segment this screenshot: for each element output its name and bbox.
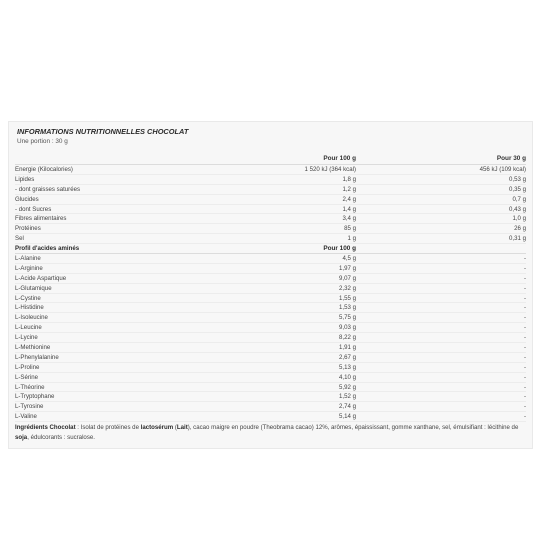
row-per-30g: - xyxy=(523,363,526,371)
row-label: L-Alanine xyxy=(15,255,41,263)
row-label: L-Arginine xyxy=(15,264,43,272)
row-per-100g: 85 g xyxy=(344,225,356,233)
nutrition-row xyxy=(15,175,526,185)
amino-row xyxy=(15,313,526,323)
nutrition-row xyxy=(15,195,526,205)
row-per-100g: 3,4 g xyxy=(342,215,356,223)
ingredients-text xyxy=(15,423,526,442)
row-per-30g: - xyxy=(523,393,526,401)
row-label: Lipides xyxy=(15,175,35,183)
row-label: Protéines xyxy=(15,225,41,233)
row-per-30g: - xyxy=(523,413,526,421)
row-per-100g: 9,07 g xyxy=(339,274,356,282)
row-per-100g: 5,13 g xyxy=(339,363,356,371)
row-per-100g: 1,4 g xyxy=(342,205,356,213)
row-label: L-Isoleucine xyxy=(15,314,48,322)
nutrition-row xyxy=(15,205,526,215)
row-per-100g: 4,5 g xyxy=(342,255,356,263)
row-label: L-Sérine xyxy=(15,373,39,381)
row-per-100g: 9,03 g xyxy=(339,324,356,332)
row-per-100g: 2,74 g xyxy=(339,403,356,411)
row-per-100g: 4,10 g xyxy=(339,373,356,381)
row-per-100g: 1,55 g xyxy=(339,294,356,302)
row-label: - dont graisses saturées xyxy=(15,185,81,193)
amino-row xyxy=(15,303,526,313)
row-per-100g: 8,22 g xyxy=(339,334,356,342)
amino-row xyxy=(15,254,526,264)
amino-row xyxy=(15,412,526,422)
row-per-30g: - xyxy=(523,334,526,342)
row-label: L-Leucine xyxy=(15,324,42,332)
row-label: L-Théorine xyxy=(15,383,45,391)
amino-rows xyxy=(15,254,526,422)
ingredient-allergen: lactosérum xyxy=(140,424,174,432)
amino-row xyxy=(15,392,526,402)
amino-row xyxy=(15,373,526,383)
row-per-100g: 2,32 g xyxy=(339,284,356,292)
amino-row xyxy=(15,294,526,304)
row-label: L-Valine xyxy=(15,413,37,421)
row-per-30g: 0,7 g xyxy=(512,195,526,203)
row-per-30g: - xyxy=(523,264,526,272)
amino-row xyxy=(15,274,526,284)
header-per-100g: Pour 100 g xyxy=(323,154,356,162)
row-per-100g: 5,92 g xyxy=(339,383,356,391)
row-per-30g: 1,0 g xyxy=(512,215,526,223)
amino-header-label: Profil d'acides aminés xyxy=(15,245,80,253)
row-label: L-Cystine xyxy=(15,294,41,302)
row-per-100g: 2,4 g xyxy=(342,195,356,203)
row-per-30g: - xyxy=(523,324,526,332)
panel-title: INFORMATIONS NUTRITIONNELLES CHOCOLAT xyxy=(17,127,189,136)
ingredient-allergen: Lait xyxy=(176,424,188,432)
row-per-30g: - xyxy=(523,294,526,302)
row-label: Energie (Kilocalories) xyxy=(15,166,73,173)
row-per-100g: 1,52 g xyxy=(339,393,356,401)
row-per-100g: 5,75 g xyxy=(339,314,356,322)
amino-row xyxy=(15,383,526,393)
row-per-100g: 1,8 g xyxy=(342,175,356,183)
ingredient-text: : Isolat de protéines de xyxy=(75,424,141,432)
row-per-30g: - xyxy=(523,304,526,312)
nutrition-rows xyxy=(15,165,526,244)
row-per-100g: 1 520 kJ (364 kcal) xyxy=(304,166,356,173)
row-per-30g: - xyxy=(523,373,526,381)
ingredient-text: ), cacao maigre en poudre (Theobrama cacao) 12%, arômes, épaississant, gomme xanthane, sel, émulsifiant : lécithine de xyxy=(187,424,519,432)
ingredient-allergen: soja xyxy=(15,433,28,441)
amino-row xyxy=(15,353,526,363)
amino-row xyxy=(15,323,526,333)
row-per-30g: - xyxy=(523,353,526,361)
row-label: Glucides xyxy=(15,195,39,203)
amino-row xyxy=(15,363,526,373)
row-label: Sel xyxy=(15,235,24,243)
row-per-100g: 5,14 g xyxy=(339,413,356,421)
row-label: L-Phenylalanine xyxy=(15,353,59,361)
row-per-100g: 1 g xyxy=(347,235,356,243)
nutrition-row xyxy=(15,165,526,175)
row-per-30g: 0,35 g xyxy=(509,185,526,193)
nutrition-row xyxy=(15,224,526,234)
row-per-30g: - xyxy=(523,403,526,411)
ingredients-label: Ingrédients Chocolat xyxy=(15,424,76,432)
row-label: L-Glutamique xyxy=(15,284,52,292)
row-label: Fibres alimentaires xyxy=(15,215,67,223)
row-label: L-Tryptophane xyxy=(15,393,55,401)
row-per-30g: - xyxy=(523,255,526,263)
row-label: L-Proline xyxy=(15,363,40,371)
row-label: L-Tyrosine xyxy=(15,403,44,411)
ingredient-text: ( xyxy=(173,424,177,432)
nutrition-panel xyxy=(8,121,533,449)
row-per-100g: 2,67 g xyxy=(339,353,356,361)
amino-row xyxy=(15,343,526,353)
nutrition-row xyxy=(15,185,526,195)
row-label: L-Methionine xyxy=(15,344,51,352)
portion-size: Une portion : 30 g xyxy=(17,138,68,145)
nutrition-row xyxy=(15,214,526,224)
header-per-30g: Pour 30 g xyxy=(496,154,526,162)
row-per-100g: 1,2 g xyxy=(342,185,356,193)
nutrition-table xyxy=(15,152,526,422)
nutrition-row xyxy=(15,234,526,244)
row-label: - dont Sucres xyxy=(15,205,52,213)
amino-row xyxy=(15,333,526,343)
row-per-30g: - xyxy=(523,314,526,322)
row-label: L-Lycine xyxy=(15,334,38,342)
row-per-30g: 0,53 g xyxy=(509,175,526,183)
amino-row xyxy=(15,402,526,412)
row-per-30g: 26 g xyxy=(514,225,526,233)
amino-header-per-100g: Pour 100 g xyxy=(323,245,356,253)
row-per-100g: 1,91 g xyxy=(339,344,356,352)
row-per-30g: - xyxy=(523,383,526,391)
row-per-30g: 456 kJ (109 kcal) xyxy=(479,166,526,173)
ingredients-body xyxy=(15,424,518,441)
row-per-30g: 0,43 g xyxy=(509,205,526,213)
row-label: L-Acide Aspartique xyxy=(15,274,67,282)
amino-header-row xyxy=(15,244,526,254)
row-per-30g: - xyxy=(523,344,526,352)
table-header xyxy=(15,152,526,165)
row-label: L-Histidine xyxy=(15,304,44,312)
row-per-30g: 0,31 g xyxy=(509,235,526,243)
ingredient-text: , édulcorants : sucralose. xyxy=(27,433,95,441)
amino-row xyxy=(15,264,526,274)
row-per-100g: 1,53 g xyxy=(339,304,356,312)
row-per-30g: - xyxy=(523,274,526,282)
amino-row xyxy=(15,284,526,294)
row-per-100g: 1,97 g xyxy=(339,264,356,272)
row-per-30g: - xyxy=(523,284,526,292)
